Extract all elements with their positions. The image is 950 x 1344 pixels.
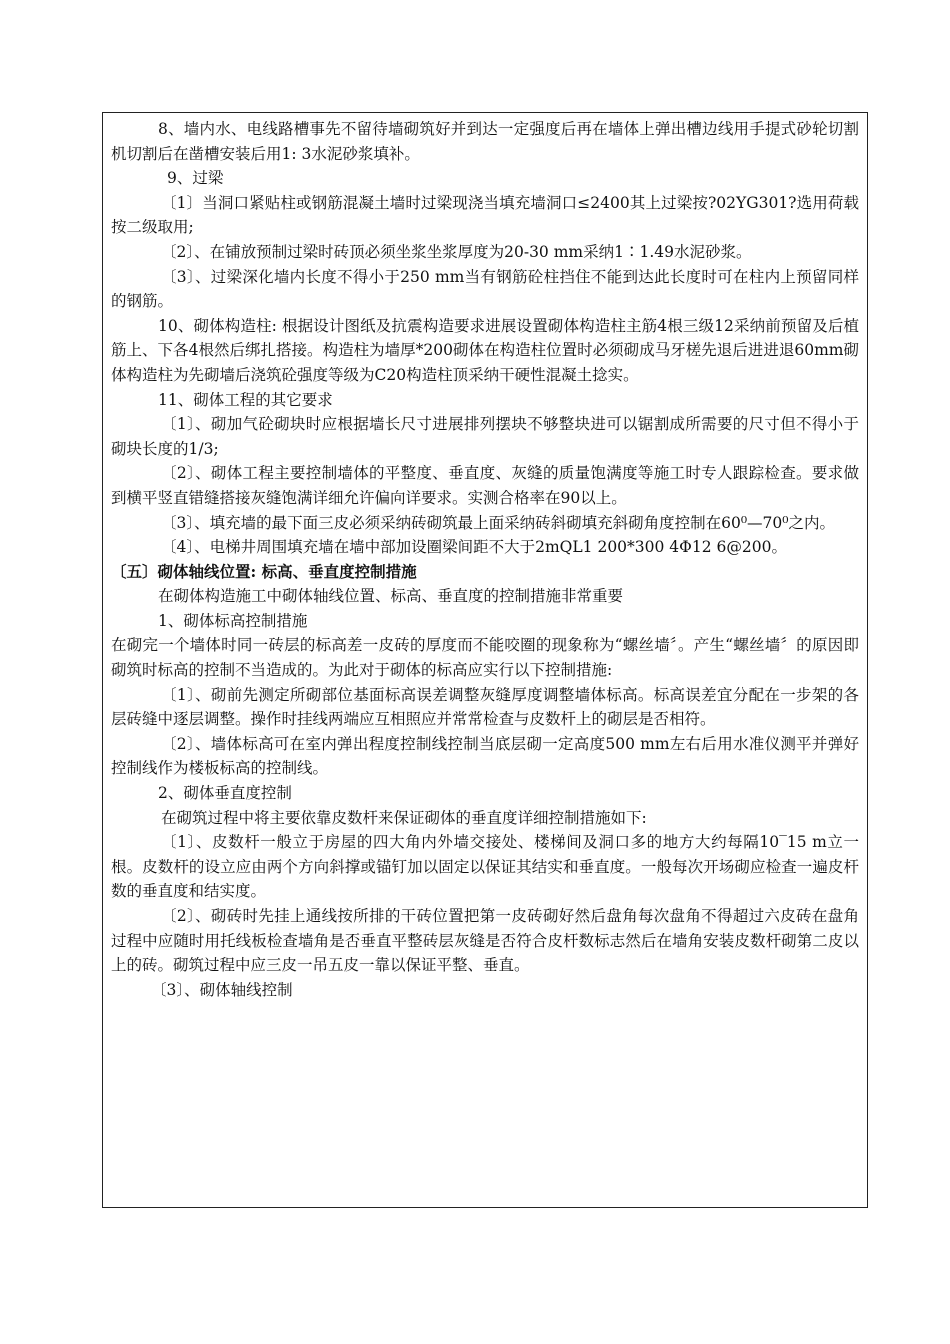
- paragraph: 在砌体构造施工中砌体轴线位置、标高、垂直度的控制措施非常重要: [158, 587, 624, 606]
- paragraph: 〔3〕、过梁深化墙内长度不得小于250 mm当有钢筋砼柱挡住不能到达此长度时可在柱内上预留同样的钢筋。: [111, 267, 859, 311]
- paragraph: 11、砌体工程的其它要求: [158, 390, 333, 409]
- paragraph: 〔2〕、砌砖时先挂上通线按所排的干砖位置把第一皮砖砌好然后盘角每次盘角不得超过六皮砖在盘角过程中应随时用托线板检查墙角是否垂直平整砖层灰缝是否符合皮杆数标志然后在墙角安装皮数杆砌第二皮以上的砖。砌筑过程中应三皮一吊五皮一靠以保证平整、垂直。: [111, 907, 859, 975]
- paragraph: 〔1〕、砌加气砼砌块时应根据墙长尺寸进展排列摆块不够整块进可以锯割成所需要的尺寸但不得小于砌块长度的1/3;: [111, 415, 859, 458]
- paragraph: 8、墙内水、电线路槽事先不留待墙砌筑好并到达一定强度后再在墙体上弹出槽边线用手提式砂轮切割机切割后在凿槽安装后用1: 3水泥砂浆填补。: [111, 120, 859, 163]
- paragraph: 〔3〕、砌体轴线控制: [151, 980, 293, 999]
- paragraph: 在砌筑过程中将主要依靠皮数杆来保证砌体的垂直度详细控制措施如下:: [161, 808, 647, 827]
- section-heading: 〔五〕砌体轴线位置: 标高、垂直度控制措施: [111, 561, 417, 581]
- document-frame: [102, 112, 868, 1208]
- paragraph: 2、砌体垂直度控制: [158, 784, 292, 803]
- paragraph: 1、砌体标高控制措施: [158, 611, 308, 630]
- paragraph: 〔2〕、在铺放预制过梁时砖顶必须坐浆坐浆厚度为20-30 mm采纳1∶1.49水泥砂浆。: [161, 242, 752, 261]
- paragraph: 10、砌体构造柱: 根据设计图纸及抗震构造要求进展设置砌体构造柱主筋4根三级12采纳前预留及后植筋上、下各4根然后绑扎搭接。构造柱为墙厚*200砌体在构造柱位置时必须砌成马牙槎先退后进进退60mm砌体构造柱为先砌墙后浇筑砼强度等级为C20构造柱顶采纳干硬性混凝土捻实。: [111, 316, 859, 384]
- document-body: [111, 117, 859, 1002]
- paragraph: 〔1〕当洞口紧贴柱或钢筋混凝土墙时过梁现浇当填充墙洞口≤2400其上过梁按?02YG301?选用荷载按二级取用;: [111, 193, 859, 237]
- paragraph: 〔2〕、砌体工程主要控制墙体的平整度、垂直度、灰缝的质量饱满度等施工时专人跟踪检查。要求做到横平竖直错缝搭接灰缝饱满详细允许偏向详要求。实测合格率在90以上。: [111, 464, 859, 507]
- paragraph: 9、过梁: [167, 169, 224, 188]
- paragraph: 〔1〕、皮数杆一般立于房屋的四大角内外墙交接处、楼梯间及洞口多的地方大约每隔10‾15 m立一根。皮数杆的设立应由两个方向斜撑或锚钉加以固定以保证其结实和垂直度。一般每次开场砌应检查一遍皮杆数的垂直度和结实度。: [111, 833, 859, 901]
- paragraph: 〔2〕、墙体标高可在室内弹出程度控制线控制当底层砌一定高度500 mm左右后用水准仪测平并弹好控制线作为楼板标高的控制线。: [111, 734, 859, 778]
- paragraph: 在砌完一个墙体时同一砖层的标高差一皮砖的厚度而不能咬圈的现象称为“螺丝墙〞。产生“螺丝墙〞的原因即砌筑时标高的控制不当造成的。为此对于砌体的标高应实行以下控制措施:: [111, 636, 859, 680]
- paragraph: 〔1〕、砌前先测定所砌部位基面标高误差调整灰缝厚度调整墙体标高。标高误差宜分配在一步架的各层砖缝中逐层调整。操作时挂线两端应互相照应并常常检查与皮数杆上的砌层是否相符。: [111, 685, 859, 729]
- paragraph: 〔3〕、填充墙的最下面三皮必须采纳砖砌筑最上面采纳砖斜砌填充斜砌角度控制在60⁰—70⁰之内。: [161, 513, 835, 532]
- paragraph: 〔4〕、电梯井周围填充墙在墙中部加设圈梁间距不大于2mQL1 200*300 4Φ12 6@200。: [161, 538, 787, 557]
